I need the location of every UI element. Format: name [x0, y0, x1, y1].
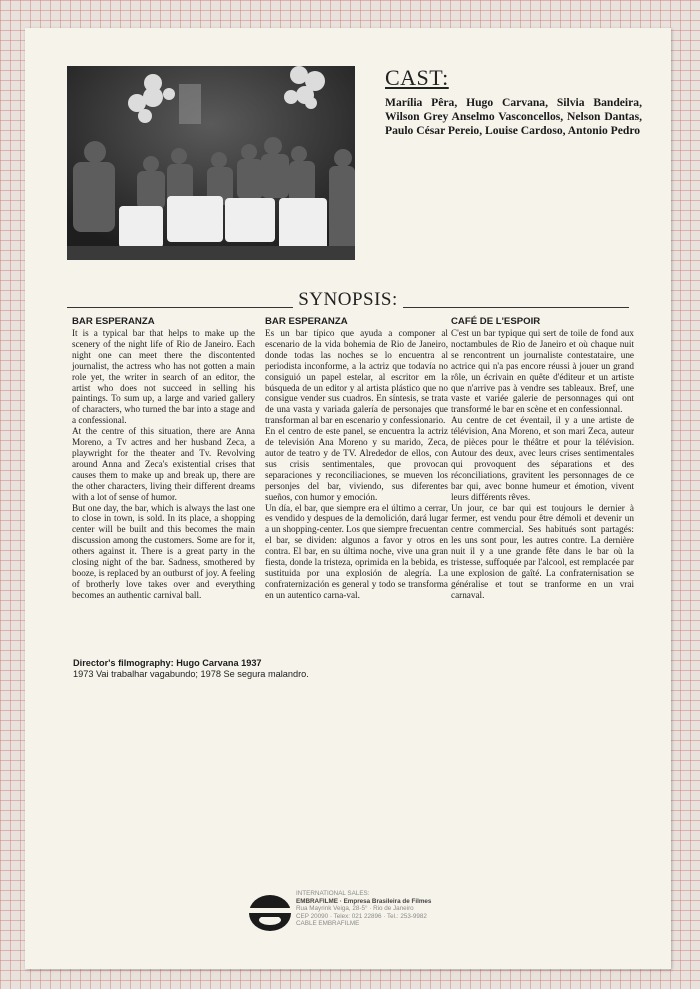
paragraph: Au centre de cet éventail, il y a une artiste de télévision, Ana Moreno, et son mari Zeca, auteur de pièces pour le théâtre et pour la télévision. Autour des deux, avec leurs crises sentimentales qui provoquent des séparations et des réconciliations, gravitent les personnages de ce bar qui, avec bonne humeur et émotion, vivent leurs différents rêves. — [451, 415, 634, 502]
paragraph: En el centro de este panel, se encuentra la actriz de televisión Ana Moreno y su marido, Zeca, autor de teatro y de TV. Alrededor de ellos, con sus crisis sentimentales, que provocan separaciones y reconciliaciones, se mueven los personjes del bar, viviendo, sus diferentes sueños, con humor y emoción. — [265, 426, 448, 502]
synopsis-heading: SYNOPSIS: — [298, 289, 398, 310]
sales-cable: CABLE EMBRAFILME — [296, 920, 360, 927]
paragraph: Es un bar típico que ayuda a componer al escenario de la vida bohemia de Rio de Janeiro, donde todas las noches se lo encuentra al periodista inconforme, a la actriz que todavía no consiguió un papel estelar, al escritor em la búsqueda de un editor y al artista plástico que no consigue vender sus cuadros. En síntesis, se trata de una vasta y variada galería de personajes que transforman al bar en escenario y confessionario. — [265, 328, 448, 426]
sales-contact: CEP 20090 · Telex: 021 22896 · Tel.: 253-9982 — [296, 912, 427, 920]
column-title: CAFÉ DE L'ESPOIR — [451, 316, 541, 327]
press-sheet — [25, 28, 671, 969]
sales-address: Rua Mayrink Veiga, 28-5° · Rio de Janeiro — [296, 905, 414, 912]
synopsis-column-french — [451, 316, 634, 601]
embrafilme-logo — [247, 893, 293, 933]
bar-scene-photo — [67, 66, 355, 260]
filmography-entries: 1973 Vai trabalhar vagabundo; 1978 Se segura malandro. — [73, 669, 309, 679]
cast-list: Marília Pêra, Hugo Carvana, Silvia Bandeira, Wilson Grey Anselmo Vasconcellos, Nelson Dantas, Paulo César Pereio, Louise Cardoso, Antonio Pedro — [385, 96, 642, 137]
column-title: BAR ESPERANZA — [265, 316, 348, 327]
paragraph: C'est un bar typique qui sert de toile de fond aux noctambules de Rio de Janeiro et où chaque nuit se rencontrent un journaliste contestataire, une actrice qui n'a pas encore réussi à jouer un grand rôle, un écrivain en quête d'éditeur et un artiste que n'arrive pas à vendre ses tableaux. Bref, une vaste et variée galerie de personnages qui ont transformé le bar en scène et en confessionnal. — [451, 328, 634, 415]
cast-heading: CAST: — [385, 65, 449, 90]
synopsis-rule-right — [403, 307, 629, 308]
sales-company: EMBRAFILME · Empresa Brasileira de Filmes — [296, 897, 432, 905]
synopsis-column-english — [72, 316, 255, 601]
photo-image — [67, 66, 355, 260]
paragraph: But one day, the bar, which is always the last one to close in town, is sold. In its place, a shopping center will be built and this becomes the main discussion among the customers. Some are for it, others against it. There is a great party in the closing night of the bar. Sadness, smothered by booze, is replaced by an outburst of joy. A feeling of brotherly love takes over and everything becomes an authentic carnival ball. — [72, 502, 255, 600]
synopsis-column-spanish — [265, 316, 448, 601]
sales-heading: INTERNATIONAL SALES: — [296, 890, 370, 897]
paragraph: Un día, el bar, que siempre era el último a cerrar, es vendido y despues de la demolición, dará lugar a un shopping-center. Los que siempre frecuentan el bar, se dividen: algunos a favor y otros en contra. El bar, en su última noche, vive una gran fiesta, donde la tristeza, oprimida en la bebida, es sustituida por una explosión de alegría. La confraternización es general y todo se transforma en un autentico carna-val. — [265, 502, 448, 600]
filmography-heading: Director's filmography: Hugo Carvana 1937 — [73, 658, 262, 668]
international-sales — [296, 890, 431, 928]
director-filmography — [73, 658, 573, 680]
column-title: BAR ESPERANZA — [72, 316, 155, 327]
paragraph: It is a typical bar that helps to make up the scenery of the night life of Rio de Janeiro. Each night one can meet there the discontented journalist, the actress who has not gotten a main role yet, the writer in search of an editor, the artist who does not succeed in selling his paintings. To sum up, a large and varied gallery of characters, who turned the bar into a stage and a confessional. — [72, 328, 255, 426]
paragraph: At the centre of this situation, there are Anna Moreno, a Tv actres and her husband Zeca, a playwright for the theater and Tv. Revolving around Anna and Zeca's existential crises that causes them to make up and break up, there are the other characters, living their different dreams with a lot of sense of humor. — [72, 426, 255, 502]
paragraph: Un jour, ce bar qui est toujours le dernier à fermer, est vendu pour être démoli et devenir un centre commercial. Ses habitués sont partagés: les uns sont pour, les autres contre. La dernière nuit il y a une grande fête dans le bar où la tristesse, suffoquée par l'alcool, est remplacée par une explosion de gaîté. La confraternisation se généralise et tout se tranforme en un vrai carnaval. — [451, 502, 634, 600]
